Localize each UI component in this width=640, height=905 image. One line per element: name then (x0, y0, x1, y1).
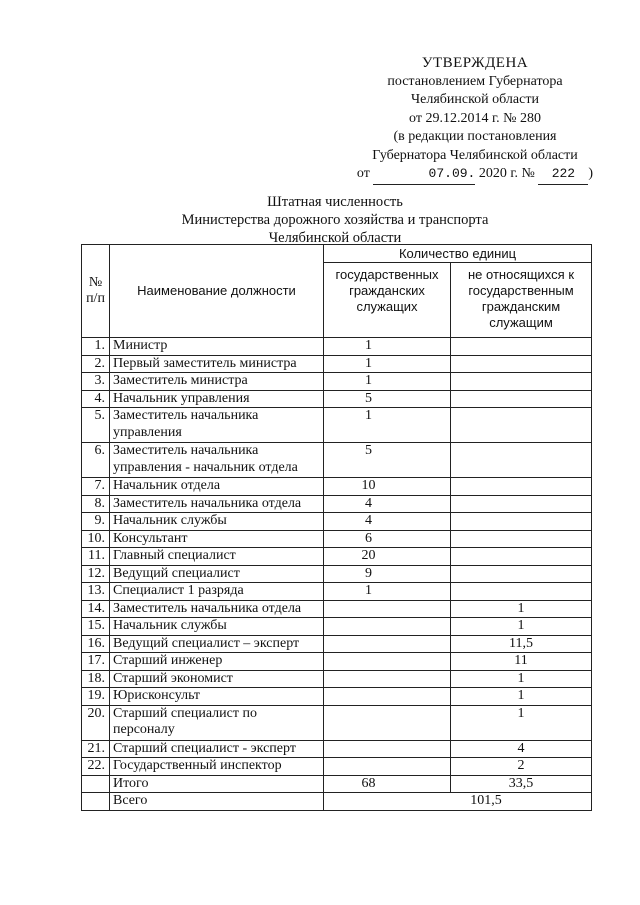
row-number: 3. (82, 373, 110, 391)
row-number: 15. (82, 618, 110, 636)
grand-value: 101,5 (324, 793, 592, 811)
row-position: Начальник отдела (110, 478, 324, 496)
row-civil-count (324, 635, 451, 653)
row-position: Заместитель начальника отдела (110, 495, 324, 513)
grand-total-row (82, 793, 592, 811)
row-noncivil-count: 1 (451, 688, 592, 706)
row-civil-count (324, 758, 451, 776)
row-position: Первый заместитель министра (110, 355, 324, 373)
row-number: 13. (82, 583, 110, 601)
grand-label: Всего (110, 793, 324, 811)
row-position: Министр (110, 338, 324, 356)
row-noncivil-count (451, 513, 592, 531)
table-row (82, 670, 592, 688)
total-empty (82, 775, 110, 793)
grand-empty (82, 793, 110, 811)
row-position: Главный специалист (110, 548, 324, 566)
table-row (82, 635, 592, 653)
table-row (82, 408, 592, 443)
row-noncivil-count (451, 443, 592, 478)
row-number: 5. (82, 408, 110, 443)
table-row (82, 513, 592, 531)
row-noncivil-count: 1 (451, 670, 592, 688)
table-row (82, 443, 592, 478)
row-position: Начальник управления (110, 390, 324, 408)
table-row (82, 495, 592, 513)
row-position: Старший специалист по персоналу (110, 705, 324, 740)
row-civil-count: 20 (324, 548, 451, 566)
row-position: Старший экономист (110, 670, 324, 688)
row-number: 21. (82, 740, 110, 758)
row-civil-count (324, 653, 451, 671)
row-noncivil-count (451, 373, 592, 391)
row-number: 6. (82, 443, 110, 478)
row-noncivil-count (451, 355, 592, 373)
from-label: от (356, 166, 370, 181)
row-noncivil-count: 1 (451, 705, 592, 740)
close-paren: ) (588, 166, 594, 181)
row-position: Специалист 1 разряда (110, 583, 324, 601)
row-number: 8. (82, 495, 110, 513)
header-noncivil: не относящихся к государственным гражданским служащим (451, 263, 592, 338)
row-noncivil-count: 4 (451, 740, 592, 758)
row-position: Консультант (110, 530, 324, 548)
table-row (82, 373, 592, 391)
row-position: Начальник службы (110, 618, 324, 636)
approval-line-5: Губернатора Челябинской области (372, 147, 578, 163)
row-number: 16. (82, 635, 110, 653)
table-body (82, 338, 592, 811)
row-number: 4. (82, 390, 110, 408)
document-title (120, 193, 550, 247)
header-number: № п/п (82, 245, 110, 338)
row-noncivil-count (451, 565, 592, 583)
row-noncivil-count: 1 (451, 600, 592, 618)
table-row (82, 565, 592, 583)
row-position: Заместитель начальника отдела (110, 600, 324, 618)
table-row (82, 688, 592, 706)
row-position: Юрисконсульт (110, 688, 324, 706)
approval-line-1: постановлением Губернатора (387, 73, 563, 89)
row-noncivil-count (451, 530, 592, 548)
table-row (82, 355, 592, 373)
row-position: Ведущий специалист (110, 565, 324, 583)
title-line-1: Штатная численность (267, 194, 403, 210)
row-civil-count: 1 (324, 355, 451, 373)
year-label: 2020 г. № (478, 166, 535, 181)
approval-line-4: (в редакции постановления (393, 129, 557, 144)
title-line-3: Челябинской области (268, 230, 402, 246)
row-noncivil-count: 2 (451, 758, 592, 776)
row-position: Старший специалист - эксперт (110, 740, 324, 758)
row-noncivil-count (451, 583, 592, 601)
row-civil-count (324, 600, 451, 618)
header-quantity: Количество единиц (324, 245, 592, 263)
table-row (82, 338, 592, 356)
total-row (82, 775, 592, 793)
table-row (82, 390, 592, 408)
row-noncivil-count (451, 548, 592, 566)
row-number: 18. (82, 670, 110, 688)
header-position: Наименование должности (110, 245, 324, 338)
row-number: 19. (82, 688, 110, 706)
row-noncivil-count: 1 (451, 618, 592, 636)
row-number: 17. (82, 653, 110, 671)
row-noncivil-count (451, 408, 592, 443)
total-noncivil: 33,5 (451, 775, 592, 793)
row-civil-count: 1 (324, 338, 451, 356)
row-civil-count: 1 (324, 583, 451, 601)
row-number: 20. (82, 705, 110, 740)
row-number: 11. (82, 548, 110, 566)
row-number: 10. (82, 530, 110, 548)
row-number: 2. (82, 355, 110, 373)
row-position: Государственный инспектор (110, 758, 324, 776)
approval-line-2: Челябинской области (411, 92, 539, 107)
row-civil-count (324, 688, 451, 706)
table-row (82, 478, 592, 496)
row-position: Заместитель начальника управления - начальник отдела (110, 443, 324, 478)
row-number: 12. (82, 565, 110, 583)
table-row (82, 758, 592, 776)
amendment-number: 222 (538, 165, 588, 185)
table-row (82, 600, 592, 618)
row-civil-count: 4 (324, 513, 451, 531)
row-noncivil-count (451, 390, 592, 408)
row-number: 7. (82, 478, 110, 496)
table-row (82, 583, 592, 601)
total-civil: 68 (324, 775, 451, 793)
approval-heading: УТВЕРЖДЕНА (421, 55, 529, 71)
approval-block (330, 54, 620, 185)
staff-table (81, 244, 592, 811)
row-number: 9. (82, 513, 110, 531)
table-row (82, 618, 592, 636)
table-row (82, 530, 592, 548)
amendment-date: 07.09. (373, 165, 475, 185)
approval-line-3: от 29.12.2014 г. № 280 (409, 110, 541, 126)
table-row (82, 653, 592, 671)
row-noncivil-count: 11 (451, 653, 592, 671)
row-civil-count: 1 (324, 408, 451, 443)
row-noncivil-count (451, 495, 592, 513)
row-civil-count (324, 618, 451, 636)
row-civil-count (324, 740, 451, 758)
title-line-2: Министерства дорожного хозяйства и транспорта (181, 212, 489, 228)
row-civil-count: 1 (324, 373, 451, 391)
row-number: 1. (82, 338, 110, 356)
approval-date-line (330, 165, 620, 185)
table-row (82, 740, 592, 758)
row-position: Заместитель начальника управления (110, 408, 324, 443)
row-noncivil-count: 11,5 (451, 635, 592, 653)
row-civil-count (324, 670, 451, 688)
row-number: 14. (82, 600, 110, 618)
row-noncivil-count (451, 338, 592, 356)
row-noncivil-count (451, 478, 592, 496)
row-civil-count: 4 (324, 495, 451, 513)
row-position: Начальник службы (110, 513, 324, 531)
table-row (82, 548, 592, 566)
row-position: Заместитель министра (110, 373, 324, 391)
row-number: 22. (82, 758, 110, 776)
row-position: Старший инженер (110, 653, 324, 671)
total-label: Итого (110, 775, 324, 793)
row-civil-count (324, 705, 451, 740)
row-civil-count: 10 (324, 478, 451, 496)
row-civil-count: 5 (324, 390, 451, 408)
row-civil-count: 5 (324, 443, 451, 478)
table-row (82, 705, 592, 740)
row-position: Ведущий специалист – эксперт (110, 635, 324, 653)
row-civil-count: 6 (324, 530, 451, 548)
row-civil-count: 9 (324, 565, 451, 583)
header-civil: государственных гражданских служащих (324, 263, 451, 338)
